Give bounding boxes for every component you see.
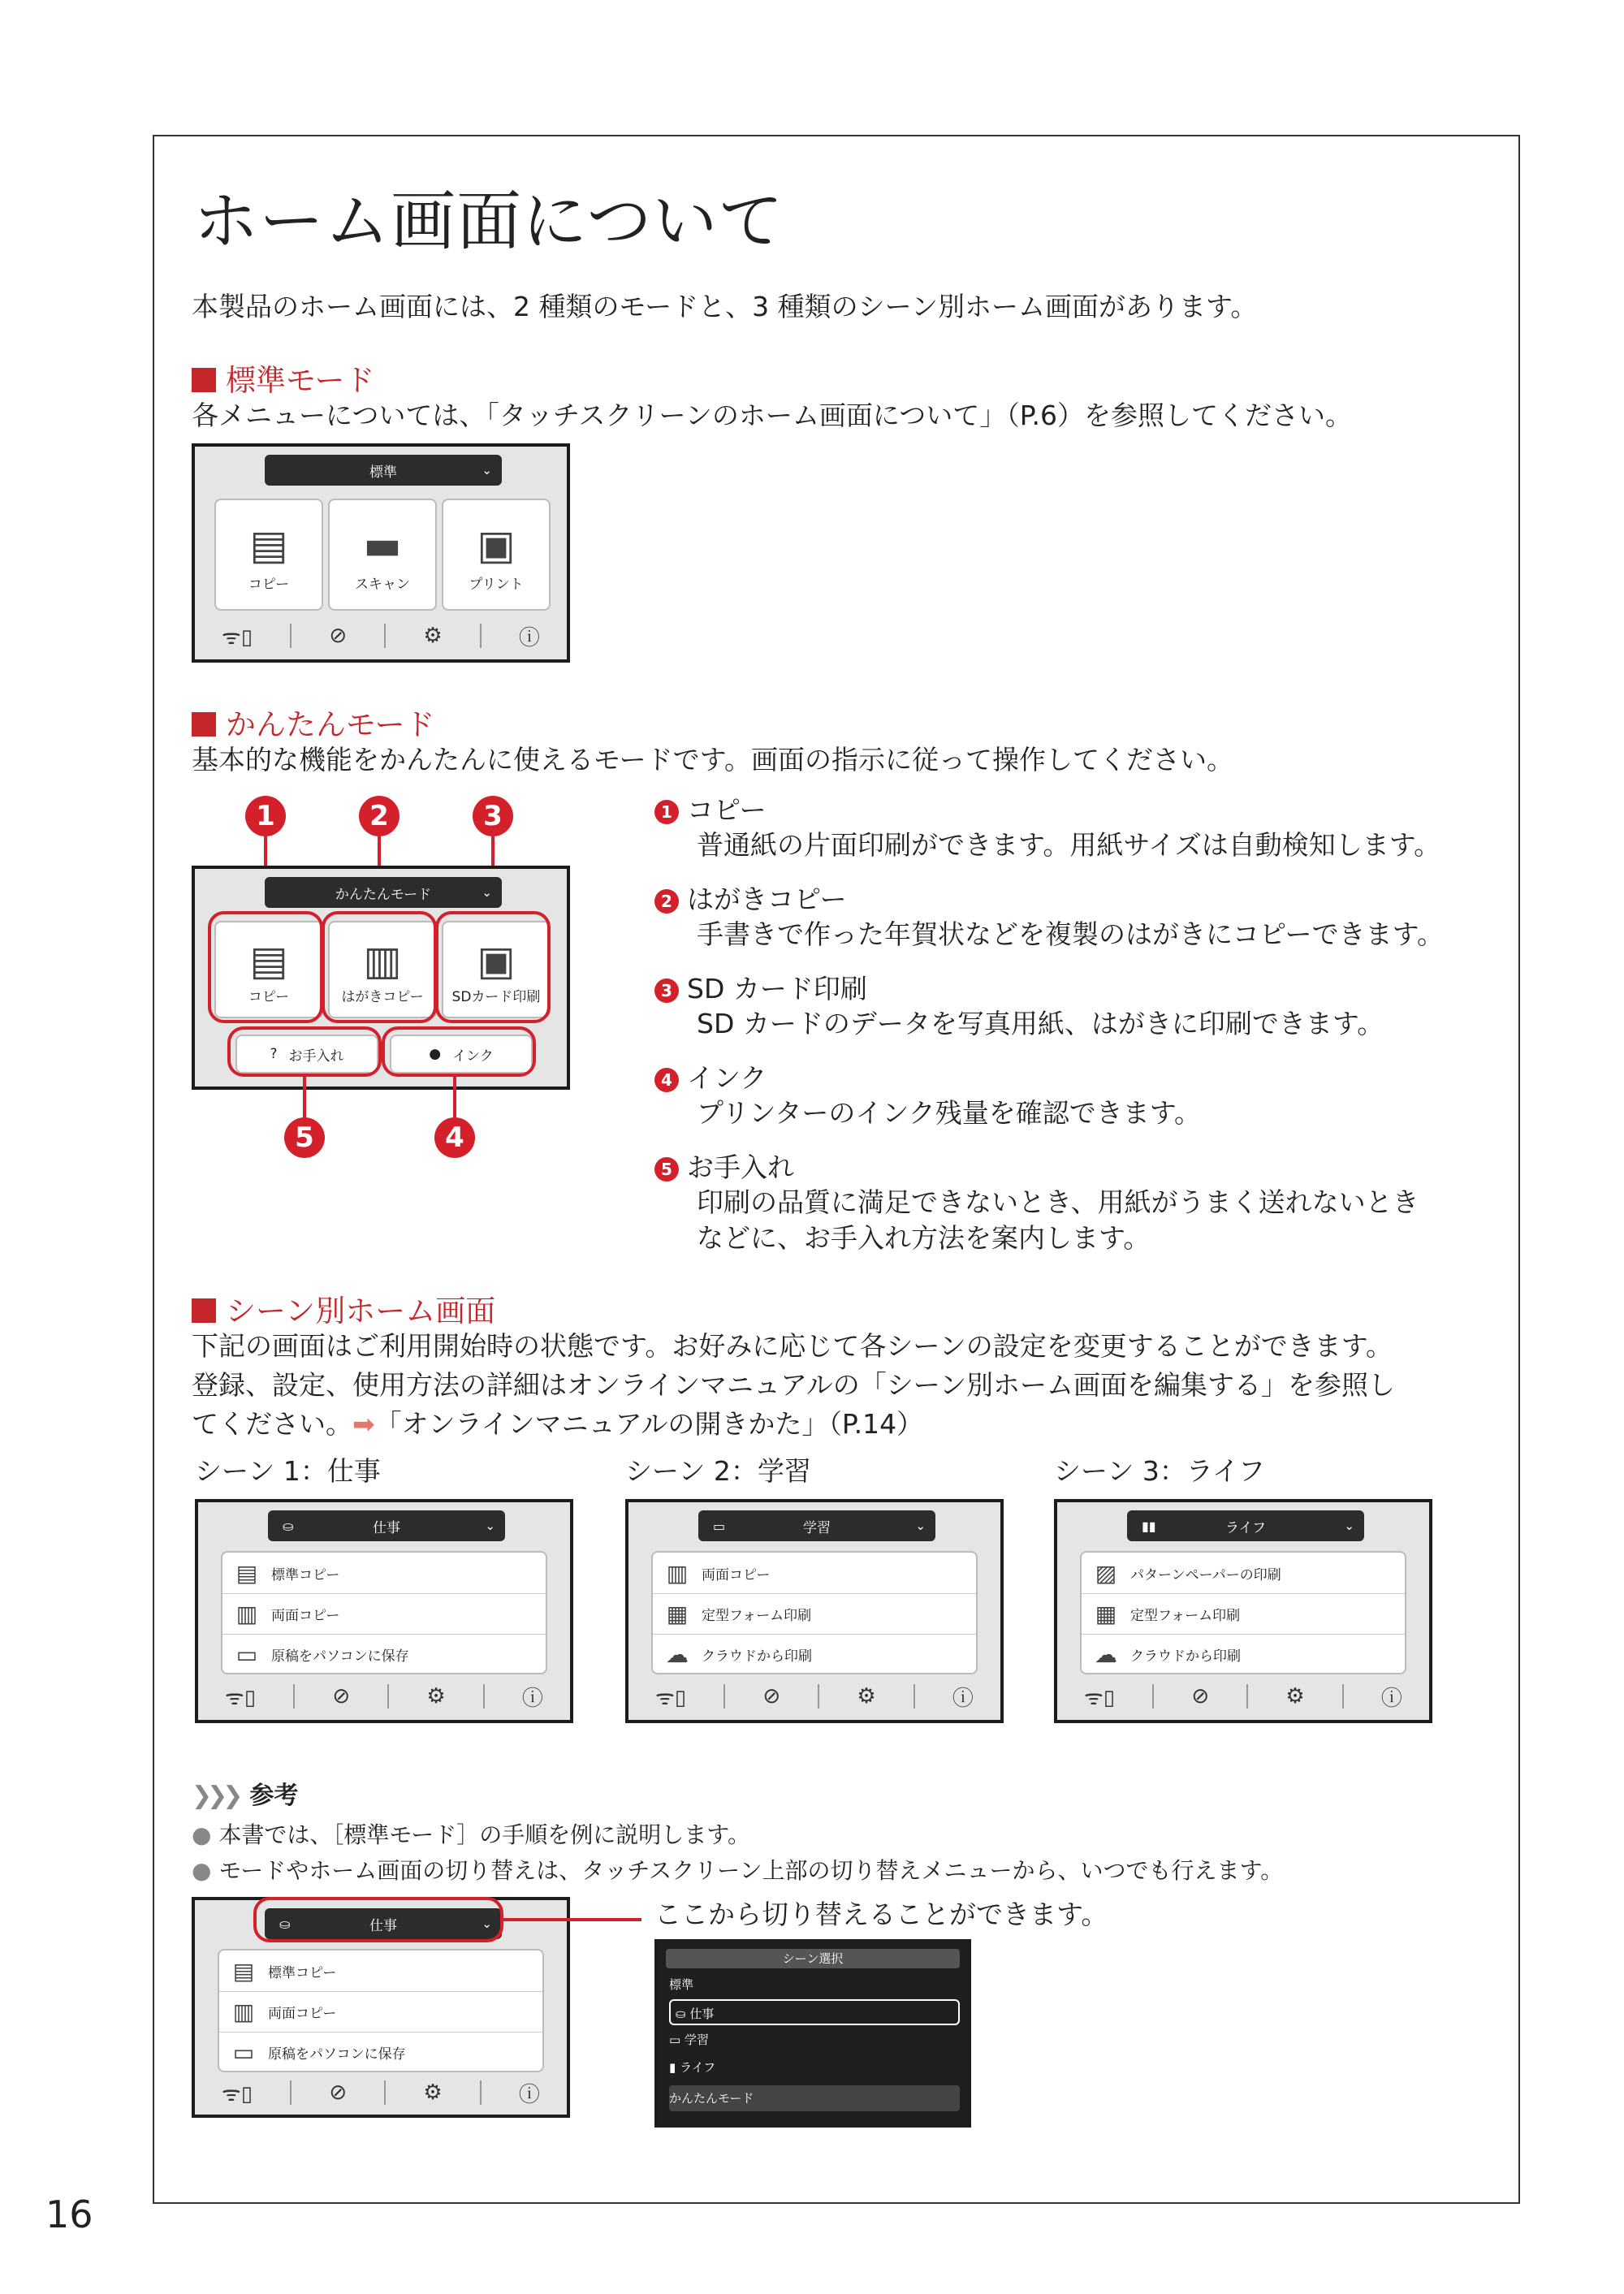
link-icon[interactable]: ⊘ bbox=[762, 1684, 781, 1709]
scene-text-3: てください。➡「オンラインマニュアルの開きかた」（P.14） bbox=[192, 1408, 924, 1440]
gear-icon[interactable]: ⚙ bbox=[426, 1684, 446, 1709]
status-bar bbox=[203, 2072, 559, 2113]
panel-header[interactable]: ⛀ 仕事 ⌄ bbox=[265, 1908, 502, 1939]
marker-1: 1 bbox=[245, 796, 286, 836]
help-icon: ? bbox=[270, 1046, 278, 1062]
menu-item-study[interactable]: ▭ 学習 bbox=[669, 2033, 709, 2047]
easy-text: 基本的な機能をかんたんに使えるモードです。画面の指示に従って操作してください。 bbox=[192, 744, 1234, 775]
note-bullet-2: ● モードやホーム画面の切り替えは、タッチスクリーン上部の切り替えメニューから、いつでも行えます。 bbox=[192, 1857, 1284, 1884]
form-print-icon: ▦ bbox=[666, 1600, 689, 1627]
highlight-header bbox=[253, 1897, 503, 1942]
wifi-icon[interactable]: ᯤ▯ bbox=[222, 2082, 253, 2106]
monitor-icon: ▭ bbox=[713, 1518, 726, 1534]
list-item[interactable]: ☁ クラウドから印刷 bbox=[1082, 1634, 1405, 1674]
page-number: 16 bbox=[45, 2192, 93, 2236]
scene-panel-study bbox=[625, 1499, 1004, 1723]
gear-icon[interactable]: ⚙ bbox=[423, 624, 443, 648]
list-item[interactable]: ▥ 両面コピー bbox=[219, 1991, 542, 2033]
chevron-right-icon: ❯❯❯ bbox=[192, 1782, 239, 1810]
info-icon[interactable]: ⓘ bbox=[521, 1686, 543, 1711]
panel-header[interactable]: ⛀ 仕事 ⌄ bbox=[268, 1510, 505, 1541]
easy-item-1: 1 コピー 普通紙の片面印刷ができます。用紙サイズは自動検知します。 bbox=[654, 789, 1440, 863]
scene-label-3: シーン 3：ライフ bbox=[1054, 1455, 1265, 1487]
scene-text-1: 下記の画面はご利用開始時の状態です。お好みに応じて各シーンの設定を変更することができます。 bbox=[192, 1330, 1393, 1362]
chevron-down-icon: ⌄ bbox=[915, 1519, 926, 1533]
scene-list bbox=[1080, 1551, 1406, 1674]
link-icon[interactable]: ⊘ bbox=[332, 1684, 351, 1709]
chevron-down-icon: ⌄ bbox=[485, 1519, 495, 1533]
marker-4: 4 bbox=[434, 1117, 475, 1158]
status-bar bbox=[206, 1676, 562, 1717]
menu-item-standard[interactable]: 標準 bbox=[669, 1977, 694, 1992]
wifi-icon[interactable]: ᯤ▯ bbox=[222, 625, 253, 650]
laptop-icon: ▭ bbox=[232, 2038, 255, 2066]
tile-postcard-copy[interactable]: ▥ はがきコピー bbox=[328, 921, 437, 1018]
briefcase-icon: ⛀ bbox=[279, 1916, 291, 1932]
easy-item-4: 4 インク プリンターのインク残量を確認できます。 bbox=[654, 1057, 1201, 1131]
pattern-paper-icon: ▨ bbox=[1095, 1559, 1117, 1587]
gear-icon[interactable]: ⚙ bbox=[423, 2080, 443, 2105]
ink-drop-icon: ● bbox=[429, 1046, 442, 1062]
laptop-icon: ▭ bbox=[235, 1640, 258, 1668]
chevron-down-icon: ⌄ bbox=[482, 885, 492, 900]
easy-item-2: 2 はがきコピー 手書きで作った年賀状などを複製のはがきにコピーできます。 bbox=[654, 879, 1444, 953]
postcard-icon: ▥ bbox=[363, 937, 402, 984]
cloud-icon: ☁ bbox=[1095, 1640, 1117, 1668]
scene-panel-life bbox=[1054, 1499, 1432, 1723]
menu-title: シーン選択 bbox=[666, 1949, 960, 1968]
chevron-down-icon: ⌄ bbox=[482, 463, 492, 477]
scene-text-2: 登録、設定、使用方法の詳細はオンラインマニュアルの「シーン別ホーム画面を編集する」を参照し bbox=[192, 1369, 1396, 1401]
highlight-sd bbox=[435, 911, 551, 1023]
book-icon: ▮ bbox=[669, 2060, 680, 2075]
list-item[interactable]: ▤ 標準コピー bbox=[222, 1553, 546, 1594]
link-icon[interactable]: ⊘ bbox=[1191, 1684, 1210, 1709]
briefcase-icon: ⛀ bbox=[676, 2007, 690, 2021]
scene-panel-work bbox=[195, 1499, 573, 1723]
wifi-icon[interactable]: ᯤ▯ bbox=[1084, 1686, 1116, 1710]
panel-header[interactable]: ▭ 学習 ⌄ bbox=[698, 1510, 935, 1541]
duplex-copy-icon: ▥ bbox=[232, 1998, 255, 2025]
gear-icon[interactable]: ⚙ bbox=[857, 1684, 876, 1709]
scene-label-2: シーン 2：学習 bbox=[625, 1455, 811, 1487]
info-icon[interactable]: ⓘ bbox=[952, 1686, 974, 1711]
list-item[interactable]: ▭ 原稿をパソコンに保存 bbox=[222, 1634, 546, 1674]
list-item[interactable]: ▤ 標準コピー bbox=[219, 1951, 542, 1992]
copy-icon: ▤ bbox=[249, 521, 288, 568]
scene-label-1: シーン 1：仕事 bbox=[195, 1455, 381, 1487]
arrow-icon: ➡ bbox=[352, 1408, 375, 1440]
highlight-copy bbox=[208, 911, 323, 1023]
tile-print[interactable]: ▣ プリント bbox=[442, 499, 551, 611]
list-item[interactable]: ▦ 定型フォーム印刷 bbox=[653, 1593, 976, 1635]
info-icon[interactable]: ⓘ bbox=[518, 625, 540, 650]
list-item[interactable]: ▨ パターンペーパーの印刷 bbox=[1082, 1553, 1405, 1594]
ink-button[interactable]: ● インク bbox=[390, 1035, 533, 1074]
list-item[interactable]: ▭ 原稿をパソコンに保存 bbox=[219, 2032, 542, 2072]
note-bullet-1: ● 本書では、［標準モード］の手順を例に説明します。 bbox=[192, 1821, 750, 1848]
status-bar bbox=[1065, 1676, 1421, 1717]
list-item[interactable]: ▥ 両面コピー bbox=[222, 1593, 546, 1635]
section-heading-standard: 標準モード bbox=[192, 356, 375, 400]
standard-text: 各メニューについては、「タッチスクリーンのホーム画面について」（P.6）を参照してください。 bbox=[192, 400, 1352, 431]
panel-header[interactable]: ▮▮ ライフ ⌄ bbox=[1127, 1510, 1364, 1541]
form-print-icon: ▦ bbox=[1095, 1600, 1117, 1627]
info-icon[interactable]: ⓘ bbox=[1380, 1686, 1402, 1711]
tile-copy[interactable]: ▤ コピー bbox=[214, 921, 323, 1018]
menu-item-work[interactable]: ⛀ 仕事 bbox=[669, 1999, 960, 2025]
tile-copy[interactable]: ▤ コピー bbox=[214, 499, 323, 611]
scene-list bbox=[221, 1551, 547, 1674]
duplex-copy-icon: ▥ bbox=[235, 1600, 258, 1627]
photo-print-icon: ▣ bbox=[477, 521, 516, 568]
tile-sd-print[interactable]: ▣ SDカード印刷 bbox=[442, 921, 551, 1018]
status-bar bbox=[637, 1676, 992, 1717]
duplex-copy-icon: ▥ bbox=[666, 1559, 689, 1587]
tile-scan[interactable]: ▬ スキャン bbox=[328, 499, 437, 611]
scanner-icon: ▬ bbox=[363, 521, 402, 568]
monitor-icon: ▭ bbox=[669, 2033, 685, 2047]
menu-item-life[interactable]: ▮ ライフ bbox=[669, 2060, 716, 2075]
link-icon[interactable]: ⊘ bbox=[329, 624, 348, 648]
status-bar bbox=[203, 616, 559, 656]
panel-header[interactable]: 標準 ⌄ bbox=[265, 455, 502, 486]
wifi-icon[interactable]: ᯤ▯ bbox=[655, 1686, 687, 1710]
book-icon: ▮▮ bbox=[1142, 1518, 1156, 1534]
info-icon[interactable]: ⓘ bbox=[518, 2082, 540, 2107]
wifi-icon[interactable]: ᯤ▯ bbox=[225, 1686, 257, 1710]
scene-list bbox=[218, 1949, 544, 2072]
callout-text: ここから切り替えることができます。 bbox=[654, 1899, 1108, 1930]
panel-header[interactable]: かんたんモード ⌄ bbox=[265, 877, 502, 908]
list-item[interactable]: ▥ 両面コピー bbox=[653, 1553, 976, 1594]
chevron-down-icon: ⌄ bbox=[1344, 1519, 1354, 1533]
maintenance-button[interactable]: ? お手入れ bbox=[235, 1035, 378, 1074]
easy-item-5: 5 お手入れ 印刷の品質に満足できないとき、用紙がうまく送れないとき などに、お手入れ方法を案内します。 bbox=[654, 1147, 1419, 1255]
copy-icon: ▤ bbox=[232, 1957, 255, 1985]
sd-card-icon: ▣ bbox=[477, 937, 516, 984]
copy-icon: ▤ bbox=[249, 937, 288, 984]
highlight-ink bbox=[382, 1026, 536, 1077]
page-title: ホーム画面について bbox=[193, 184, 784, 259]
section-heading-scene: シーン別ホーム画面 bbox=[192, 1286, 495, 1330]
standard-panel bbox=[192, 443, 570, 663]
easy-item-3: 3 SD カード印刷 SD カードのデータを写真用紙、はがきに印刷できます。 bbox=[654, 968, 1384, 1042]
note-heading: ❯❯❯ 参考 bbox=[192, 1782, 299, 1810]
link-icon[interactable]: ⊘ bbox=[329, 2080, 348, 2105]
list-item[interactable]: ☁ クラウドから印刷 bbox=[653, 1634, 976, 1674]
highlight-maintenance bbox=[227, 1026, 382, 1077]
marker-2: 2 bbox=[359, 796, 400, 836]
highlight-postcard bbox=[322, 911, 437, 1023]
copy-icon: ▤ bbox=[235, 1559, 258, 1587]
briefcase-icon: ⛀ bbox=[283, 1518, 294, 1534]
marker-5: 5 bbox=[284, 1117, 325, 1158]
chevron-down-icon: ⌄ bbox=[482, 1916, 492, 1931]
cloud-icon: ☁ bbox=[666, 1640, 689, 1668]
scene-list bbox=[651, 1551, 978, 1674]
scene-select-menu bbox=[654, 1939, 971, 2128]
menu-item-easy[interactable]: かんたんモード bbox=[669, 2085, 960, 2111]
intro-text: 本製品のホーム画面には、2 種類のモードと、3 種類のシーン別ホーム画面があります。 bbox=[192, 291, 1258, 322]
marker-3: 3 bbox=[473, 796, 513, 836]
list-item[interactable]: ▦ 定型フォーム印刷 bbox=[1082, 1593, 1405, 1635]
section-heading-easy: かんたんモード bbox=[192, 700, 435, 744]
gear-icon[interactable]: ⚙ bbox=[1285, 1684, 1305, 1709]
